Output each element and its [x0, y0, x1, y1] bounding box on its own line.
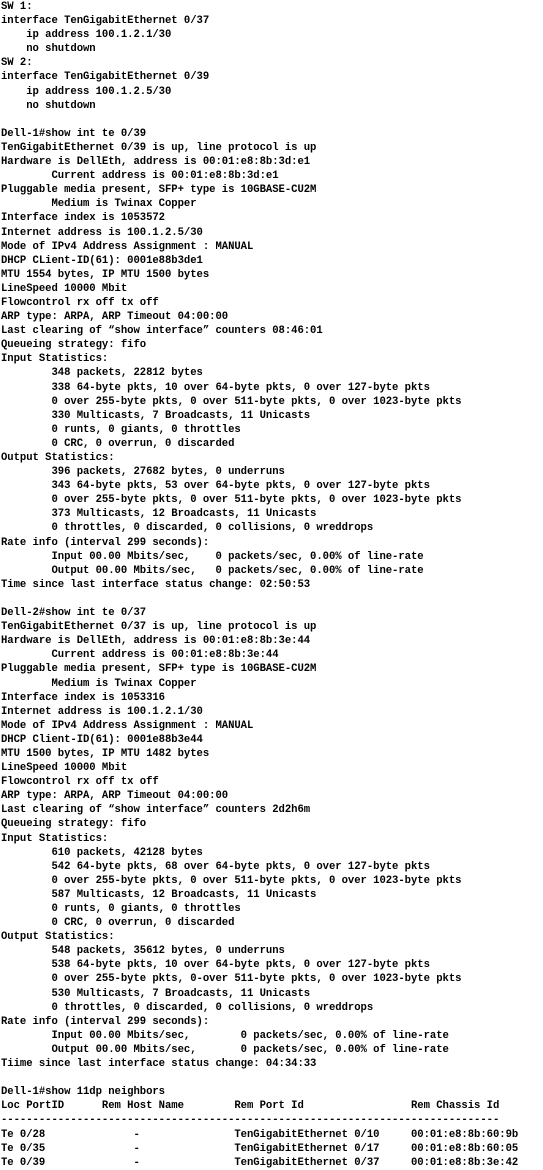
terminal-line: Te 0/39 - TenGigabitEthernet 0/37 00:01:e8:8b:3e:42: [1, 1156, 519, 1169]
terminal-line: Internet address is 100.1.2.5/30: [1, 226, 203, 239]
terminal-line: Pluggable media present, SFP+ type is 10GBASE-CU2M: [1, 663, 317, 676]
terminal-line: LineSpeed 10000 Mbit: [1, 282, 128, 295]
terminal-line: Tiime since last interface status change: 04:34:33: [1, 1058, 317, 1071]
terminal-line: 0 over 255-byte pkts, 0-over 511-byte pkts, 0 over 1023-byte pkts: [1, 973, 462, 986]
terminal-line: 0 CRC, 0 overrun, 0 discarded: [1, 437, 235, 450]
terminal-line: Interface index is 1053572: [1, 212, 165, 225]
terminal-line: 0 over 255-byte pkts, 0 over 511-byte pkts, 0 over 1023-byte pkts: [1, 494, 462, 507]
terminal-line: Output 00.00 Mbits/sec, 0 packets/sec, 0.00% of line-rate: [1, 1043, 449, 1056]
terminal-line: ip address 100.1.2.1/30: [1, 29, 172, 42]
terminal-line: Interface index is 1053316: [1, 691, 165, 704]
terminal-line: DHCP CLient-ID(61): 0001e88b3de1: [1, 254, 203, 267]
terminal-line: 0 throttles, 0 discarded, 0 collisions, 0 wreddrops: [1, 522, 374, 535]
terminal-line: LineSpeed 10000 Mbit: [1, 762, 128, 775]
terminal-line: Last clearing of “show interface” counters 08:46:01: [1, 325, 323, 338]
terminal-line: 0 over 255-byte pkts, 0 over 511-byte pkts, 0 over 1023-byte pkts: [1, 874, 462, 887]
terminal-line: Last clearing of “show interface” counters 2d2h6m: [1, 804, 311, 817]
terminal-line: no shutdown: [1, 99, 96, 112]
terminal-line: Output Statistics:: [1, 931, 115, 944]
terminal-line: Medium is Twinax Copper: [1, 677, 197, 690]
terminal-line: Input 00.00 Mbits/sec, 0 packets/sec, 0.00% of line-rate: [1, 550, 424, 563]
terminal-line: 538 64-byte pkts, 10 over 64-byte pkts, 0 over 127-byte pkts: [1, 959, 430, 972]
terminal-line: Current address is 00:01:e8:8b:3d:e1: [1, 170, 279, 183]
terminal-line: Output 00.00 Mbits/sec, 0 packets/sec, 0.00% of line-rate: [1, 564, 424, 577]
terminal-line: no shutdown: [1, 43, 96, 56]
terminal-line: Te 0/35 - TenGigabitEthernet 0/17 00:01:e8:8b:60:05: [1, 1142, 519, 1155]
terminal-line: MTU 1500 bytes, IP MTU 1482 bytes: [1, 747, 210, 760]
terminal-line: Dell-2#show int te 0/37: [1, 607, 147, 620]
terminal-line: 0 runts, 0 giants, 0 throttles: [1, 423, 241, 436]
terminal-line: Dell-1#show int te 0/39: [1, 127, 147, 140]
terminal-line: Te 0/28 - TenGigabitEthernet 0/10 00:01:e8:8b:60:9b: [1, 1128, 519, 1141]
terminal-line: Time since last interface status change: 02:50:53: [1, 578, 311, 591]
terminal-line: 0 throttles, 0 discarded, 0 collisions, 0 wreddrops: [1, 1001, 374, 1014]
terminal-line: Mode of IPv4 Address Assignment : MANUAL: [1, 719, 254, 732]
blank-line: [1, 113, 542, 127]
terminal-line: 0 over 255-byte pkts, 0 over 511-byte pkts, 0 over 1023-byte pkts: [1, 395, 462, 408]
terminal-line: Medium is Twinax Copper: [1, 198, 197, 211]
terminal-line: DHCP Client-ID(61): 0001e88b3e44: [1, 733, 203, 746]
terminal-line: Mode of IPv4 Address Assignment : MANUAL: [1, 240, 254, 253]
terminal-line: interface TenGigabitEthernet 0/39: [1, 71, 210, 84]
terminal-line: SW 2:: [1, 57, 33, 70]
terminal-line: ARP type: ARPA, ARP Timeout 04:00:00: [1, 790, 229, 803]
terminal-line: interface TenGigabitEthernet 0/37: [1, 15, 210, 28]
terminal-line: -------------------------------------------------------------------------------: [1, 1114, 500, 1127]
terminal-line: Input 00.00 Mbits/sec, 0 packets/sec, 0.00% of line-rate: [1, 1029, 449, 1042]
terminal-line: Queueing strategy: fifo: [1, 339, 147, 352]
terminal-line: Input Statistics:: [1, 832, 109, 845]
terminal-line: ARP type: ARPA, ARP Timeout 04:00:00: [1, 311, 229, 324]
terminal-line: 338 64-byte pkts, 10 over 64-byte pkts, 0 over 127-byte pkts: [1, 381, 430, 394]
terminal-line: SW 1:: [1, 1, 33, 13]
terminal-output: [1, 0, 542, 1170]
terminal-line: 548 packets, 35612 bytes, 0 underruns: [1, 945, 285, 958]
terminal-line: 343 64-byte pkts, 53 over 64-byte pkts, 0 over 127-byte pkts: [1, 480, 430, 493]
terminal-line: 610 packets, 42128 bytes: [1, 846, 203, 859]
terminal-line: ip address 100.1.2.5/30: [1, 85, 172, 98]
terminal-line: 530 Multicasts, 7 Broadcasts, 11 Unicasts: [1, 987, 311, 1000]
terminal-line: Queueing strategy: fifo: [1, 818, 147, 831]
terminal-line: Flowcontrol rx off tx off: [1, 296, 159, 309]
terminal-line: Internet address is 100.1.2.1/30: [1, 705, 203, 718]
terminal-line: Current address is 00:01:e8:8b:3e:44: [1, 649, 279, 662]
terminal-line: Loc PortID Rem Host Name Rem Port Id Rem Chassis Id: [1, 1100, 500, 1113]
terminal-line: Flowcontrol rx off tx off: [1, 776, 159, 789]
terminal-line: Rate info (interval 299 seconds):: [1, 536, 210, 549]
terminal-line: 373 Multicasts, 12 Broadcasts, 11 Unicasts: [1, 508, 317, 521]
terminal-line: TenGigabitEthernet 0/39 is up, line protocol is up: [1, 141, 317, 154]
terminal-line: TenGigabitEthernet 0/37 is up, line protocol is up: [1, 621, 317, 634]
terminal-line: 0 CRC, 0 overrun, 0 discarded: [1, 917, 235, 930]
terminal-line: Input Statistics:: [1, 353, 109, 366]
terminal-line: Output Statistics:: [1, 452, 115, 464]
terminal-line: 0 runts, 0 giants, 0 throttles: [1, 903, 241, 915]
terminal-line: 348 packets, 22812 bytes: [1, 367, 203, 380]
blank-line: [1, 1071, 542, 1085]
terminal-line: Pluggable media present, SFP+ type is 10GBASE-CU2M: [1, 184, 317, 197]
terminal-line: Hardware is DellEth, address is 00:01:e8:8b:3e:44: [1, 635, 311, 648]
terminal-line: 587 Multicasts, 12 Broadcasts, 11 Unicasts: [1, 888, 317, 901]
blank-line: [1, 592, 542, 606]
terminal-line: Dell-1#show 11dp neighbors: [1, 1086, 165, 1099]
terminal-line: Hardware is DellEth, address is 00:01:e8:8b:3d:e1: [1, 156, 311, 169]
terminal-line: MTU 1554 bytes, IP MTU 1500 bytes: [1, 268, 210, 281]
terminal-line: 542 64-byte pkts, 68 over 64-byte pkts, 0 over 127-byte pkts: [1, 860, 430, 873]
terminal-line: Rate info (interval 299 seconds):: [1, 1015, 210, 1028]
terminal-line: 396 packets, 27682 bytes, 0 underruns: [1, 466, 285, 479]
terminal-line: 330 Multicasts, 7 Broadcasts, 11 Unicasts: [1, 409, 311, 422]
